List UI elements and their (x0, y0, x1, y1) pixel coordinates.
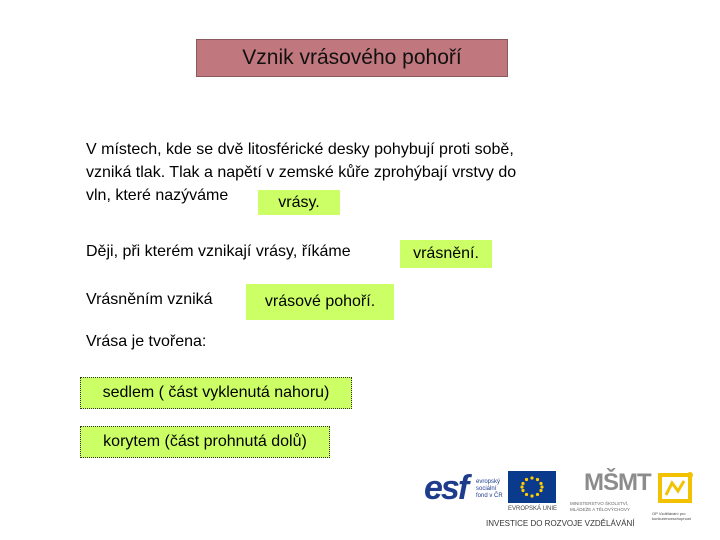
esf-caption-3: fond v ČR (476, 493, 503, 499)
esf-logo-letters: esf (424, 469, 468, 507)
item-koryto-text: korytem (část prohnutá dolů) (103, 433, 307, 450)
slide-title (196, 39, 508, 77)
op-logo-icon (656, 469, 700, 509)
eu-caption: EVROPSKÁ UNIE (508, 506, 558, 512)
esf-logo (424, 469, 502, 515)
msmt-logo-letters: MŠMT (584, 469, 651, 496)
esf-caption-2: sociální (476, 486, 497, 492)
item-sedlo (80, 377, 352, 409)
highlight-vrasove-pohori (246, 284, 394, 320)
item-koryto (80, 426, 330, 458)
highlight-vrasove-pohori-text: vrásové pohoří. (264, 293, 376, 310)
esf-caption (476, 479, 503, 500)
msmt-logo (570, 469, 650, 515)
logo-strip (420, 465, 720, 540)
highlight-vrasneni (400, 240, 492, 268)
sentence-vrasove-pohori: Vrásněním vzniká (86, 291, 213, 308)
op-caption: OP Vzdělávání pro konkurenceschopnost (652, 511, 691, 521)
op-logo (656, 469, 700, 509)
slide-title-text: Vznik vrásového pohoří (242, 46, 462, 69)
eu-stars-icon (508, 471, 556, 503)
item-sedlo-text: sedlem ( část vyklenutá nahoru) (102, 384, 330, 401)
eu-flag-icon (508, 471, 556, 503)
paragraph-line-2: vzniká tlak. Tlak a napětí v zemské kůře zprohýbají vrstvy do (86, 164, 517, 181)
sentence-vrasa-tvorena: Vrása je tvořena: (86, 333, 207, 350)
tagline: INVESTICE DO ROZVOJE VZDĚLÁVÁNÍ (486, 519, 635, 528)
paragraph-line-1: V místech, kde se dvě litosférické desky pohybují proti sobě, (86, 141, 514, 158)
paragraph-line-3: vln, které nazýváme (86, 187, 229, 204)
sentence-vrasneni: Ději, při kterém vznikají vrásy, říkáme (86, 243, 351, 260)
highlight-vrasy-text: vrásy. (278, 193, 320, 211)
msmt-caption: MINISTERSTVO ŠKOLSTVÍ, MLÁDEŽE A TĚLOVÝCHOVY (570, 501, 630, 512)
esf-caption-1: evropský (476, 479, 501, 485)
highlight-vrasneni-text: vrásnění. (413, 245, 479, 262)
highlight-vrasy (258, 190, 340, 215)
